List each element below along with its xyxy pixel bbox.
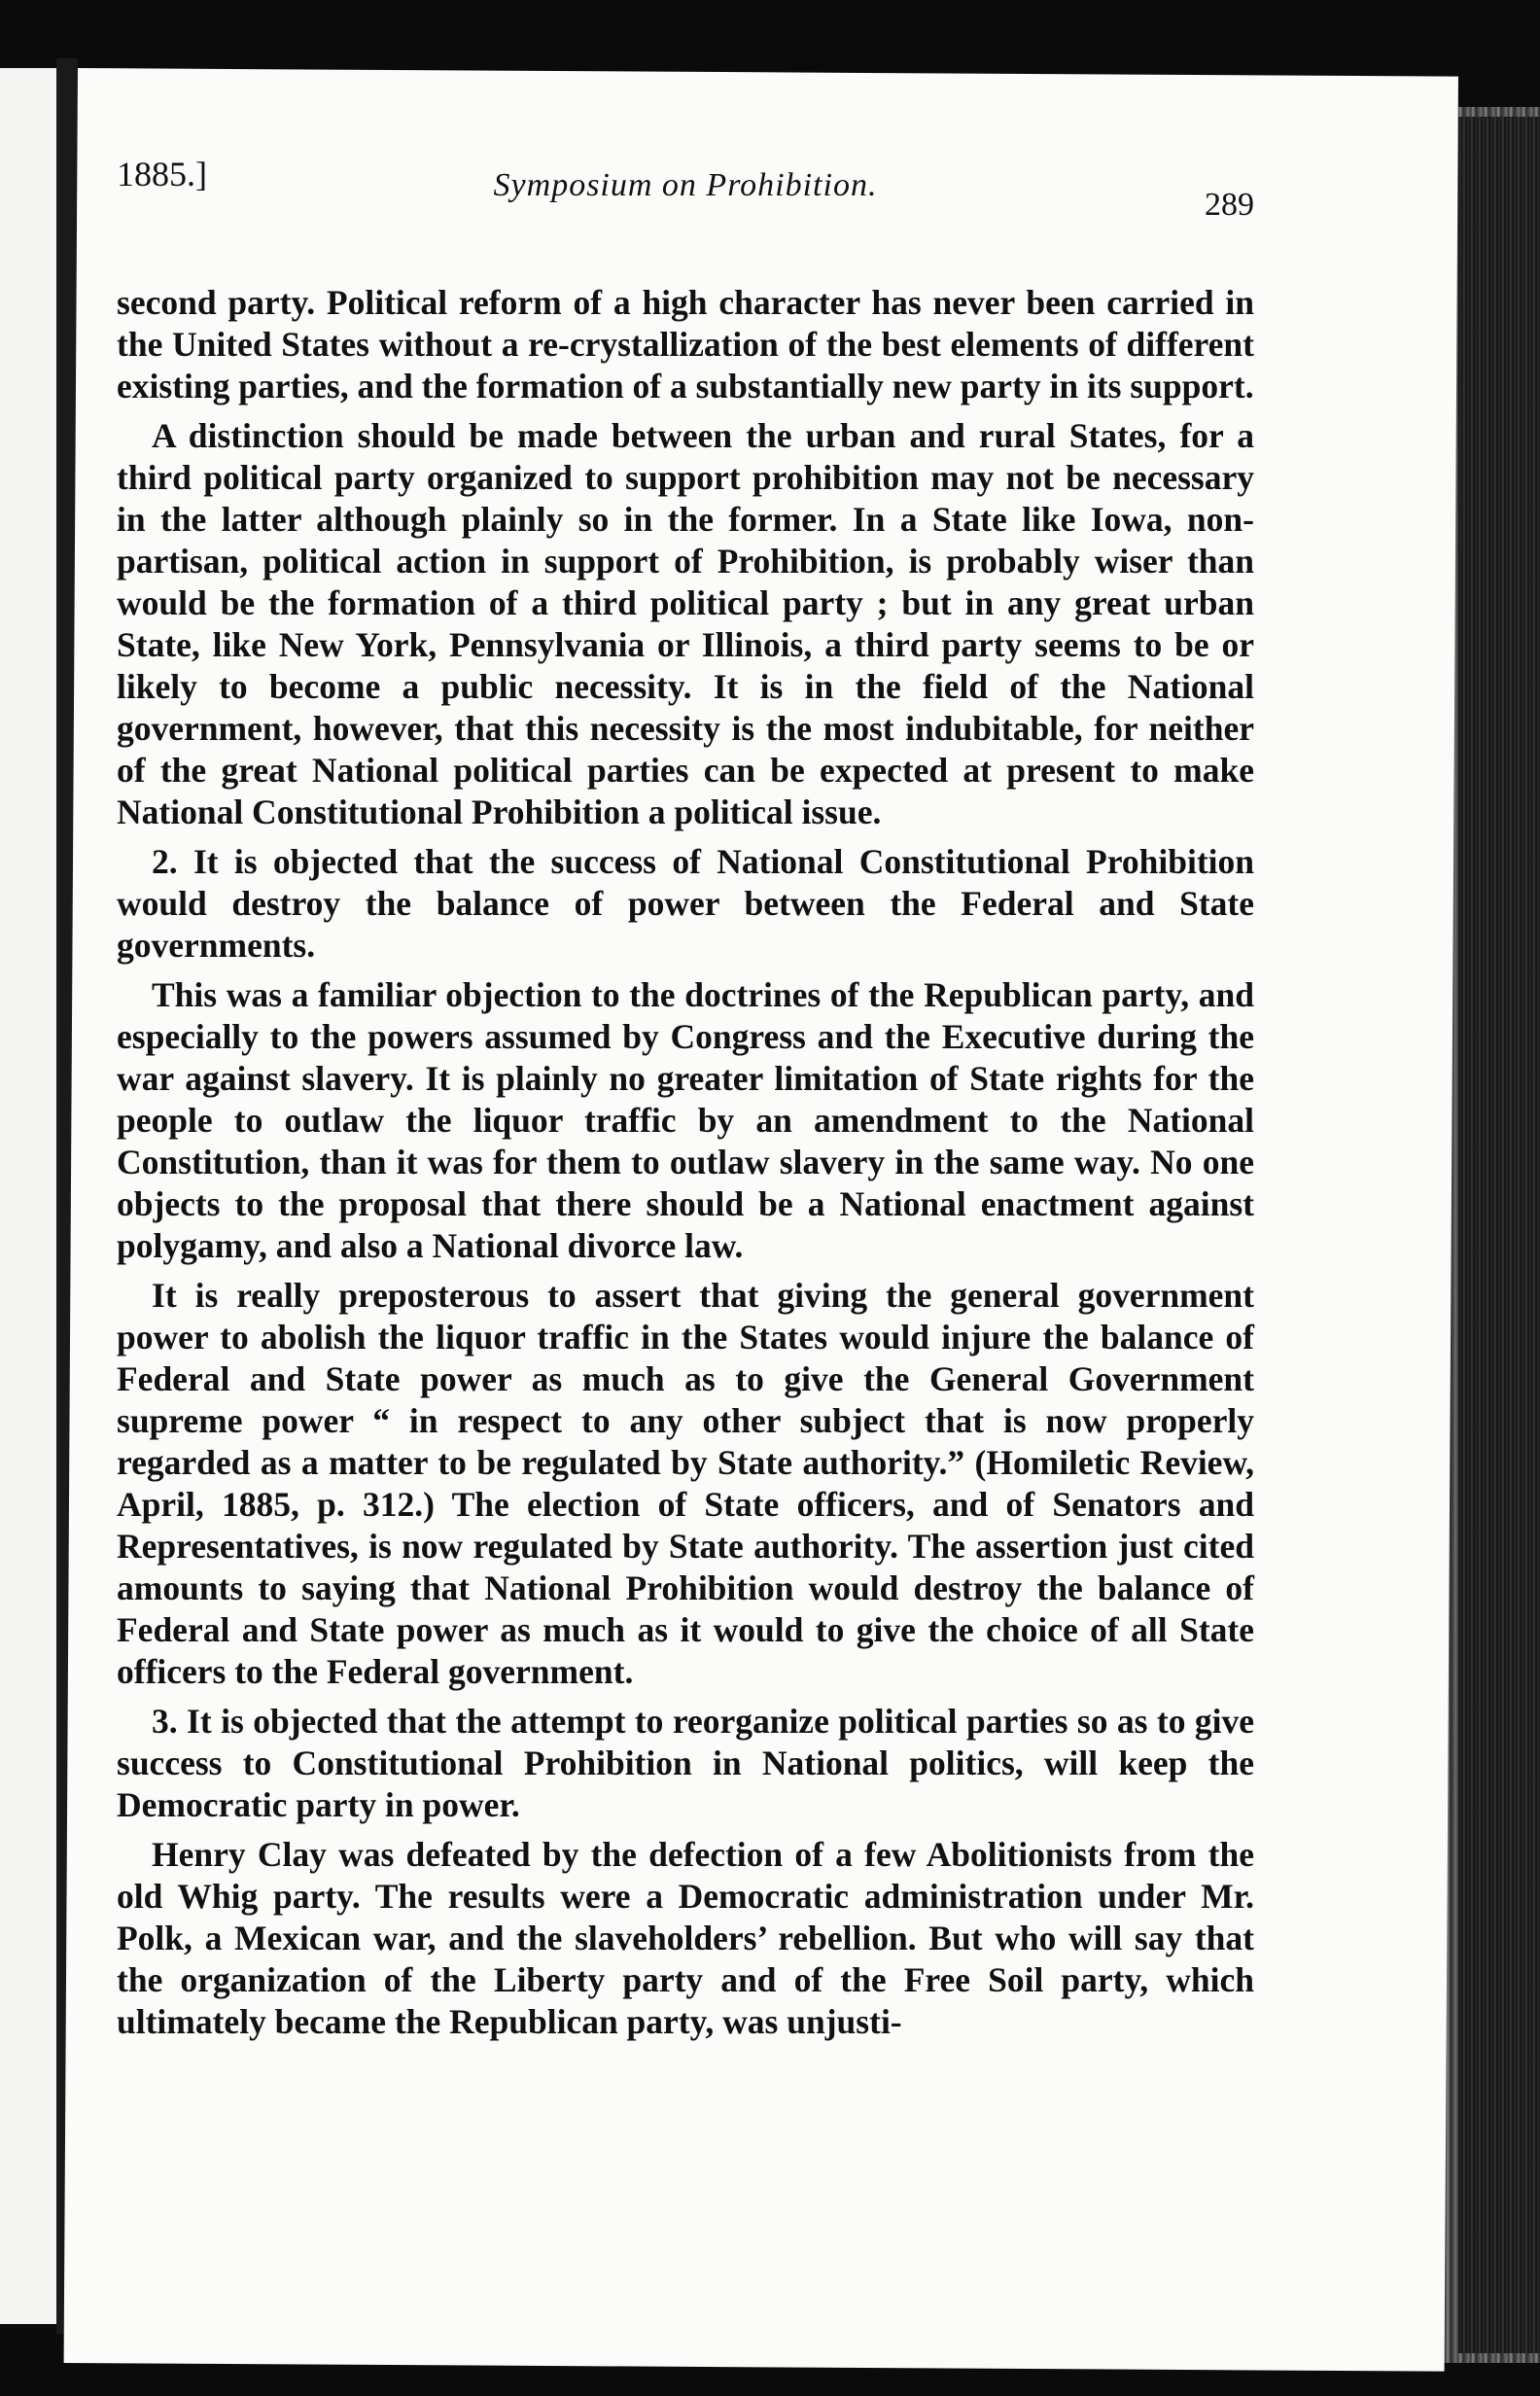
running-header [117,146,1254,223]
paragraph: A distinction should be made between the urban and rural States, for a third political party organized to support prohibition may not be necessary in the latter although plainly so in the former. In a State like Iowa, non-partisan, political action in support of Prohibition, is probably wiser than would be the formation of a third political party ; but in any great urban State, like New York, Pennsylvania or Illinois, a third party seems to be or likely to become a public necessity. It is in the field of the National government, however, that this necessity is the most indubitable, for neither of the great National political parties can be expected at present to make National Constitutional Prohibition a political issue. [117,416,1254,831]
left-page-edge [0,68,56,2324]
paragraph: 2. It is objected that the success of National Constitutional Prohibition would destroy the balance of power between the Federal and State governments. [117,842,1254,965]
header-year: 1885.] [117,155,207,194]
page-number: 289 [1205,187,1254,223]
header-title: Symposium on Prohibition. [493,167,878,203]
body-text [117,282,1254,2051]
paragraph: 3. It is objected that the attempt to reorganize political parties so as to give success to Constitutional Prohibition in National politics, will keep the Democratic party in power. [117,1702,1254,1824]
paragraph: This was a familiar objection to the doctrines of the Republican party, and especially to the powers assumed by Congress and the Executive during the war against slavery. It is plainly no greater limitation of State rights for the people to outlaw the liquor traffic by an amendment to the National Constitution, than it was for them to outlaw slavery in the same way. No one objects to the proposal that there should be a National enactment against polygamy, and also a National divorce law. [117,975,1254,1265]
book-cover-edge [1458,117,1540,2353]
paragraph: Henry Clay was defeated by the defection of a few Abolitionists from the old Whig party. The results were a Democratic administration under Mr. Polk, a Mexican war, and the slaveholders’ rebellion. But who will say that the organization of the Liberty party and of the Free Soil party, which ultimately became the Republican party, was unjusti- [117,1835,1254,2041]
paragraph: It is really preposterous to assert that giving the general government power to abolish the liquor traffic in the States would injure the balance of Federal and State power as much as to give the General Government supreme power “ in respect to any other subject that is now properly regarded as a matter to be regulated by State authority.” (Homiletic Review, April, 1885, p. 312.) The election of State officers, and of Senators and Representatives, is now regulated by State authority. The assertion just cited amounts to saying that National Prohibition would destroy the balance of Federal and State power as much as it would to give the choice of all State officers to the Federal government. [117,1276,1254,1691]
paragraph: second party. Political reform of a high character has never been carried in the United States without a re-crystallization of the best elements of different existing parties, and the formation of a substantially new party in its support. [117,283,1254,405]
